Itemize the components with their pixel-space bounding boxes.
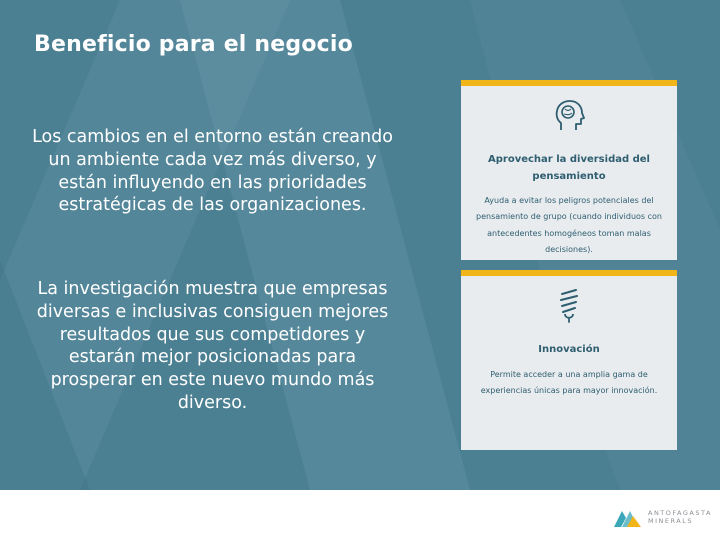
logo-line-1: ANTOFAGASTA xyxy=(648,508,712,517)
logo-line-2: MINERALS xyxy=(648,517,693,525)
company-logo xyxy=(612,505,712,529)
head-brain-icon xyxy=(549,96,589,136)
antofagasta-logo-mark-icon xyxy=(612,505,644,529)
intro-paragraph: Los cambios en el entorno están creando un ambiente cada vez más diverso, y están influyendo en las prioridades estratégicas de las organizaciones. xyxy=(32,127,393,216)
benefit-card-innovation xyxy=(461,270,677,450)
page-title: Beneficio para el negocio xyxy=(34,32,353,57)
card-title: Aprovechar la diversidad del pensamiento xyxy=(488,154,650,182)
research-paragraph: La investigación muestra que empresas diversas e inclusivas consiguen mejores resultados que sus competidores y estarán mejor posicionadas para prosperar en este nuevo mundo más diverso. xyxy=(36,279,389,413)
benefit-card-diversity-thinking xyxy=(461,80,677,260)
lightbulb-icon xyxy=(549,284,589,328)
card-text: Ayuda a evitar los peligros potenciales del pensamiento de grupo (cuando individuos con antecedentes homogéneos toman malas decisiones). xyxy=(476,196,662,255)
card-title: Innovación xyxy=(538,344,600,355)
logo-text xyxy=(648,509,712,525)
card-text: Permite acceder a una amplia gama de experiencias únicas para mayor innovación. xyxy=(480,369,658,395)
